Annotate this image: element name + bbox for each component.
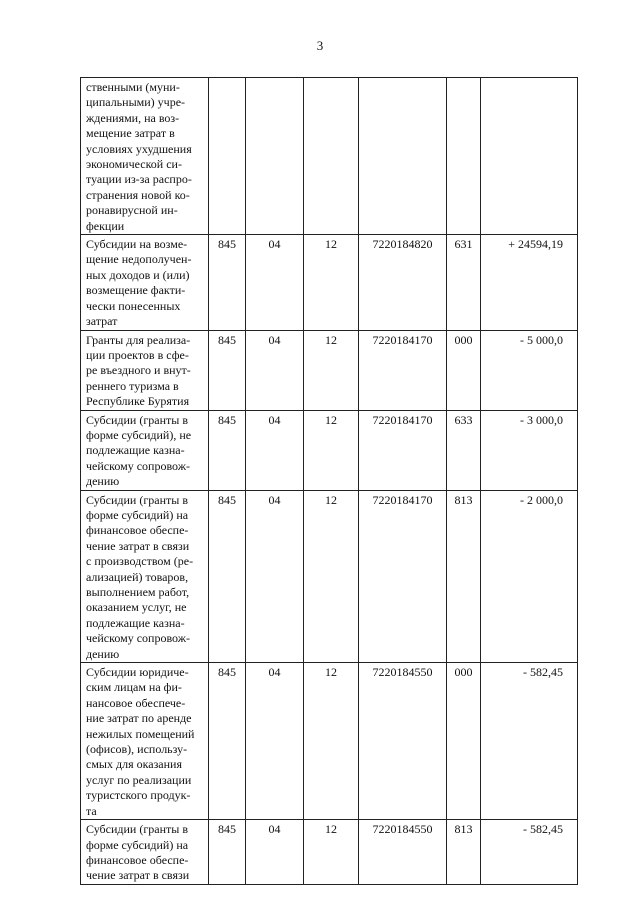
pr-cell: 12 bbox=[304, 410, 359, 490]
grbs-cell: 845 bbox=[209, 490, 246, 662]
grbs-cell: 845 bbox=[209, 330, 246, 410]
csr-cell: 7220184550 bbox=[359, 663, 447, 820]
vr-cell: 631 bbox=[447, 235, 481, 330]
table-row bbox=[81, 330, 578, 410]
amount-cell: + 24594,19 bbox=[481, 235, 578, 330]
rz-cell: 04 bbox=[246, 330, 304, 410]
row-name-cell bbox=[81, 490, 209, 662]
table-row bbox=[81, 78, 578, 235]
grbs-cell: 845 bbox=[209, 235, 246, 330]
grbs-cell bbox=[209, 78, 246, 235]
pr-cell: 12 bbox=[304, 663, 359, 820]
vr-cell: 000 bbox=[447, 663, 481, 820]
amount-cell: - 582,45 bbox=[481, 820, 578, 885]
row-name-cell bbox=[81, 235, 209, 330]
rz-cell: 04 bbox=[246, 490, 304, 662]
csr-cell: 7220184820 bbox=[359, 235, 447, 330]
row-name: Субсидии юридиче- ским лицам на фи- нансовое обеспече- ние затрат по аренде нежилых помещений (офисов), использу- смых для оказания услуг по реализации туристского продук- та bbox=[86, 665, 195, 818]
vr-cell: 633 bbox=[447, 410, 481, 490]
rz-cell bbox=[246, 78, 304, 235]
vr-cell: 000 bbox=[447, 330, 481, 410]
amount-cell: - 5 000,0 bbox=[481, 330, 578, 410]
row-name-cell bbox=[81, 663, 209, 820]
row-name-cell bbox=[81, 78, 209, 235]
rz-cell: 04 bbox=[246, 663, 304, 820]
csr-cell: 7220184170 bbox=[359, 410, 447, 490]
table-row bbox=[81, 235, 578, 330]
budget-table bbox=[80, 77, 578, 885]
table-row bbox=[81, 663, 578, 820]
grbs-cell: 845 bbox=[209, 663, 246, 820]
budget-table-body bbox=[81, 78, 578, 885]
grbs-cell: 845 bbox=[209, 820, 246, 885]
pr-cell: 12 bbox=[304, 235, 359, 330]
grbs-cell: 845 bbox=[209, 410, 246, 490]
row-name: ственными (муни- ципальными) учре- ждениями, на воз- мещение затрат в условиях ухудшения экономической си- туации из-за распро- странения новой ко- ронавирусной ин- фекции bbox=[86, 80, 192, 233]
row-name-cell bbox=[81, 410, 209, 490]
pr-cell: 12 bbox=[304, 330, 359, 410]
csr-cell bbox=[359, 78, 447, 235]
table-row bbox=[81, 410, 578, 490]
row-name-cell bbox=[81, 820, 209, 885]
amount-cell: - 582,45 bbox=[481, 663, 578, 820]
row-name-cell bbox=[81, 330, 209, 410]
row-name: Субсидии (гранты в форме субсидий) на финансовое обеспе- чение затрат в связи с производством (ре- ализацией) товаров, выполнением работ, оказанием услуг, не подлежащие казна- чейскому сопровож- дению bbox=[86, 492, 194, 661]
pr-cell: 12 bbox=[304, 820, 359, 885]
row-name: Гранты для реализа- ции проектов в сфе- ре въездного и внут- реннего туризма в Республике Бурятия bbox=[86, 332, 191, 409]
page-number: 3 bbox=[316, 38, 324, 53]
vr-cell bbox=[447, 78, 481, 235]
rz-cell: 04 bbox=[246, 820, 304, 885]
rz-cell: 04 bbox=[246, 410, 304, 490]
amount-cell: - 2 000,0 bbox=[481, 490, 578, 662]
vr-cell: 813 bbox=[447, 490, 481, 662]
table-row bbox=[81, 820, 578, 885]
csr-cell: 7220184170 bbox=[359, 490, 447, 662]
pr-cell bbox=[304, 78, 359, 235]
table-row bbox=[81, 490, 578, 662]
row-name: Субсидии на возме- щение недополучен- ных доходов и (или) возмещение факти- чески понесенных затрат bbox=[86, 237, 192, 329]
csr-cell: 7220184550 bbox=[359, 820, 447, 885]
csr-cell: 7220184170 bbox=[359, 330, 447, 410]
amount-cell: - 3 000,0 bbox=[481, 410, 578, 490]
row-name: Субсидии (гранты в форме субсидий) на финансовое обеспе- чение затрат в связи bbox=[86, 822, 190, 883]
rz-cell: 04 bbox=[246, 235, 304, 330]
pr-cell: 12 bbox=[304, 490, 359, 662]
amount-cell bbox=[481, 78, 578, 235]
vr-cell: 813 bbox=[447, 820, 481, 885]
row-name: Субсидии (гранты в форме субсидий), не подлежащие казна- чейскому сопровож- дению bbox=[86, 412, 192, 489]
